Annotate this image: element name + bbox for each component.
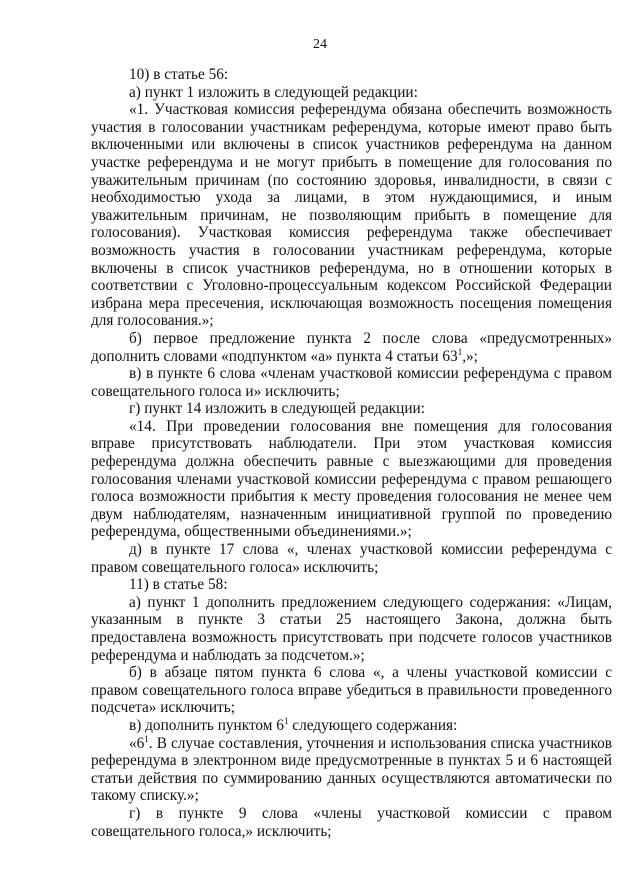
superscript: 1 [457, 346, 463, 357]
paragraph: а) пункт 1 изложить в следующей редакции: [129, 83, 418, 101]
paragraph: «14. При проведении голосования вне помещения для голосования вправе присутствовать наблюдатели. При этом участковая комиссия референдума должна обеспечить равные с выезжающими для проведения голосования членами участковой комиссии референдума с правом решающего голоса возможности прибытия к месту проведения голосования не менее чем двум наблюдателям, назначенным инициативной группой по проведению референдума, общественными объединениями.»; [91, 417, 612, 541]
paragraph-text: ,»; [462, 347, 478, 365]
paragraph: 11) в статье 58: [129, 576, 228, 594]
paragraph: в) в пункте 6 слова «членам участковой комиссии референдума с правом совещательного голоса и» исключить; [91, 365, 612, 400]
paragraph [91, 735, 612, 805]
paragraph-text: в) дополнить пунктом 6 [129, 716, 284, 734]
document-body [91, 66, 612, 840]
paragraph-text: «6 [129, 734, 145, 752]
page-number: 24 [313, 37, 327, 52]
superscript: 1 [144, 733, 149, 744]
paragraph-text: . В случае составления, уточнения и использования списка участников референдума в электронном виде предусмотренные в пунктах 5 и 6 настоящей статьи действия по суммированию данных осуществляются автоматически по такому списку.»; [91, 734, 612, 805]
paragraph: д) в пункте 17 слова «, членах участковой комиссии референдума с правом совещательного голоса» исключить; [91, 541, 612, 576]
paragraph: г) пункт 14 изложить в следующей редакции: [129, 400, 425, 418]
superscript: 1 [283, 715, 289, 726]
paragraph: а) пункт 1 дополнить предложением следующего содержания: «Лицам, указанным в пункте 3 статьи 25 настоящего Закона, должна быть предоставлена возможность присутствовать при подсчете голосов участников референдума и наблюдать за подсчетом.»; [91, 593, 612, 664]
paragraph-text: б) первое предложение пункта 2 после слова «предусмотренных» дополнить словами «подпунктом «а» пункта 4 статьи 63 [91, 329, 612, 365]
paragraph [91, 330, 612, 365]
paragraph [91, 717, 612, 735]
paragraph: «1. Участковая комиссия референдума обязана обеспечить возможность участия в голосовании участникам референдума, которые имеют право быть включенными или включены в список участников референдума на данном участке референдума и не могут прибыть в помещение для голосования по уважительным причинам (по состоянию здоровья, инвалидности, в связи с необходимостью ухода за лицами, в этом нуждающимися, и иным уважительным причинам, не позволяющим прибыть в помещение для голосования). Участковая комиссия референдума также обеспечивает возможность участия в голосовании участникам референдума, которые включены в список участников референдума, но в отношении которых в соответствии с Уголовно-процессуальным кодексом Российской Федерации избрана мера пресечения, исключающая возможность посещения помещения для голосования.»; [91, 101, 612, 330]
paragraph: 10) в статье 56: [129, 66, 229, 83]
paragraph: г) в пункте 9 слова «члены участковой комиссии с правом совещательного голоса,» исключить; [91, 804, 612, 840]
paragraph: б) в абзаце пятом пункта 6 слова «, а члены участковой комиссии с правом совещательного голоса вправе убедиться в правильности проведенного подсчета» исключить; [91, 664, 612, 717]
paragraph-text: следующего содержания: [288, 716, 458, 734]
